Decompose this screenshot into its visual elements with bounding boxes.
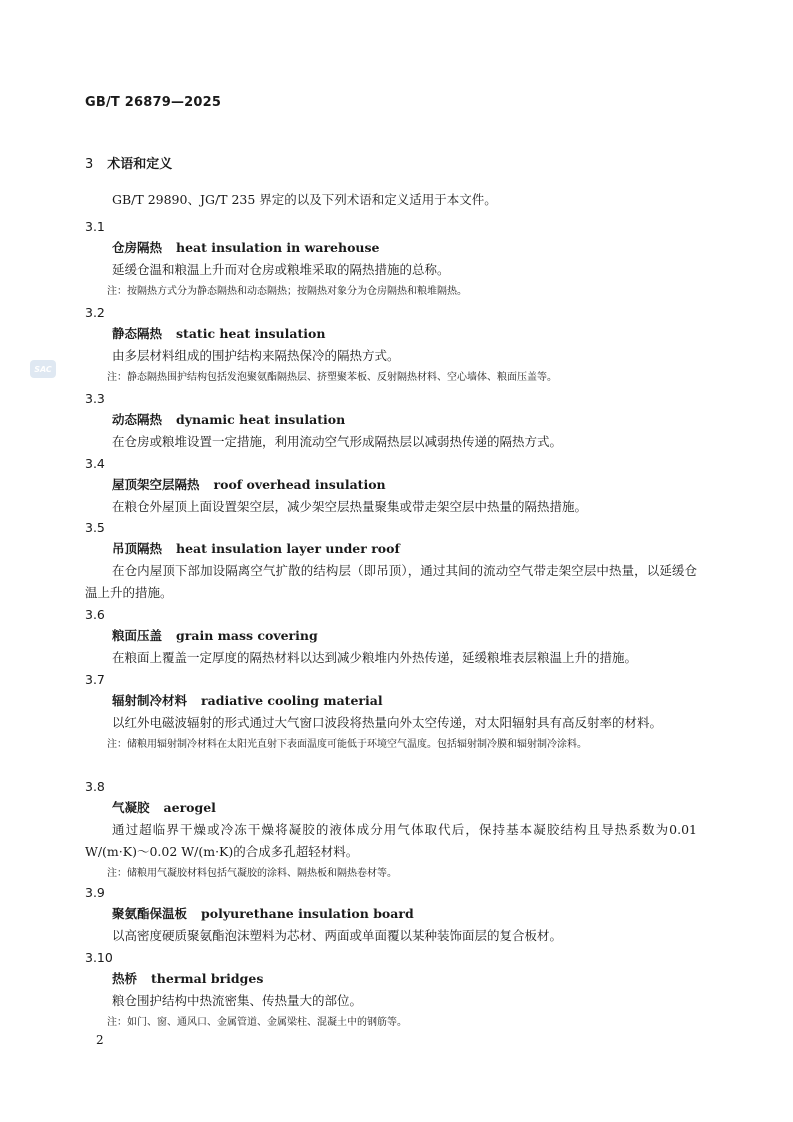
term-title-zh: 聚氨酯保温板 — [112, 906, 188, 921]
section-title: 术语和定义 — [107, 157, 173, 172]
term-title — [112, 409, 705, 430]
term-number: 3.5 — [85, 520, 105, 535]
term-entry — [85, 453, 705, 518]
term-number: 3.8 — [85, 779, 105, 794]
term-definition: 在仓房或粮堆设置一定措施，利用流动空气形成隔热层以减弱热传递的隔热方式。 — [112, 434, 563, 449]
term-title — [112, 625, 705, 646]
term-definition: 通过超临界干燥或冷冻干燥将凝胶的液体成分用气体取代后，保持基本凝胶结构且导热系数为0.01 W/(m·K)～0.02 W/(m·K)的合成多孔超轻材料。 — [85, 822, 697, 859]
term-title — [112, 797, 705, 818]
term-title-zh: 动态隔热 — [112, 412, 163, 427]
term-title-en: thermal bridges — [151, 971, 264, 986]
term-title-zh: 辐射制冷材料 — [112, 693, 188, 708]
term-number: 3.10 — [85, 950, 113, 965]
term-number: 3.3 — [85, 391, 105, 406]
term-note: 注：储粮用辐射制冷材料在太阳光直射下表面温度可能低于环境空气温度。包括辐射制冷膜和辐射制冷涂料。 — [107, 739, 587, 750]
term-title — [112, 690, 705, 711]
term-title-en: dynamic heat insulation — [176, 412, 346, 427]
term-definition: 在仓内屋顶下部加设隔离空气扩散的结构层（即吊顶），通过其间的流动空气带走架空层中热量，以延缓仓温上升的措施。 — [85, 563, 697, 600]
term-title — [112, 237, 705, 258]
section-number: 3 — [85, 157, 94, 172]
page-number: 2 — [96, 1033, 104, 1047]
term-number: 3.9 — [85, 885, 105, 900]
section-heading — [85, 153, 172, 172]
term-note: 注：如门、窗、通风口、金属管道、金属梁柱、混凝土中的钢筋等。 — [107, 1017, 407, 1028]
term-entry — [85, 776, 705, 884]
term-number: 3.7 — [85, 672, 105, 687]
term-title-zh: 粮面压盖 — [112, 628, 163, 643]
term-definition: 在粮仓外屋顶上面设置架空层，减少架空层热量聚集或带走架空层中热量的隔热措施。 — [112, 499, 588, 514]
term-title — [112, 968, 705, 989]
term-title-en: grain mass covering — [176, 628, 318, 643]
term-title — [112, 474, 705, 495]
term-title-en: aerogel — [163, 800, 216, 815]
term-title-en: radiative cooling material — [201, 693, 383, 708]
term-title-zh: 气凝胶 — [112, 800, 150, 815]
term-title-en: heat insulation in warehouse — [176, 240, 380, 255]
term-entry — [85, 302, 705, 388]
term-entry — [85, 669, 705, 755]
term-title — [112, 903, 705, 924]
standard-number: GB/T 26879—2025 — [85, 95, 222, 110]
term-title-zh: 屋顶架空层隔热 — [112, 477, 200, 492]
term-note: 注：静态隔热围护结构包括发泡聚氨酯隔热层、挤塑聚苯板、反射隔热材料、空心墙体、粮面压盖等。 — [107, 372, 557, 383]
term-title-zh: 仓房隔热 — [112, 240, 163, 255]
term-number: 3.4 — [85, 456, 105, 471]
term-title-en: polyurethane insulation board — [201, 906, 414, 921]
term-entry — [85, 947, 705, 1033]
term-title-zh: 吊顶隔热 — [112, 541, 163, 556]
term-definition: 以红外电磁波辐射的形式通过大气窗口波段将热量向外太空传递，对太阳辐射具有高反射率的材料。 — [112, 715, 663, 730]
term-definition: 以高密度硬质聚氨酯泡沫塑料为芯材、两面或单面覆以某种装饰面层的复合板材。 — [112, 928, 563, 943]
term-definition: 延缓仓温和粮温上升而对仓房或粮堆采取的隔热措施的总称。 — [112, 262, 450, 277]
term-title-en: roof overhead insulation — [213, 477, 386, 492]
term-number: 3.6 — [85, 607, 105, 622]
term-title — [112, 538, 705, 559]
term-title-zh: 静态隔热 — [112, 326, 163, 341]
term-title-en: static heat insulation — [176, 326, 326, 341]
term-entry — [85, 216, 705, 302]
term-title-zh: 热桥 — [112, 971, 138, 986]
term-entry — [85, 517, 705, 604]
sac-watermark-logo: SAC — [30, 360, 56, 378]
term-note: 注：储粮用气凝胶材料包括气凝胶的涂料、隔热板和隔热卷材等。 — [107, 868, 397, 879]
term-entry — [85, 388, 705, 453]
term-definition: 在粮面上覆盖一定厚度的隔热材料以达到减少粮堆内外热传递，延缓粮堆表层粮温上升的措施。 — [112, 650, 638, 665]
term-definition: 由多层材料组成的围护结构来隔热保冷的隔热方式。 — [112, 348, 400, 363]
term-number: 3.1 — [85, 219, 105, 234]
term-entry — [85, 604, 705, 669]
term-title — [112, 323, 705, 344]
intro-paragraph: GB/T 29890、JG/T 235 界定的以及下列术语和定义适用于本文件。 — [112, 192, 497, 207]
term-title-en: heat insulation layer under roof — [176, 541, 400, 556]
term-entry — [85, 882, 705, 947]
term-definition: 粮仓围护结构中热流密集、传热量大的部位。 — [112, 993, 363, 1008]
term-number: 3.2 — [85, 305, 105, 320]
term-note: 注：按隔热方式分为静态隔热和动态隔热；按隔热对象分为仓房隔热和粮堆隔热。 — [107, 286, 467, 297]
